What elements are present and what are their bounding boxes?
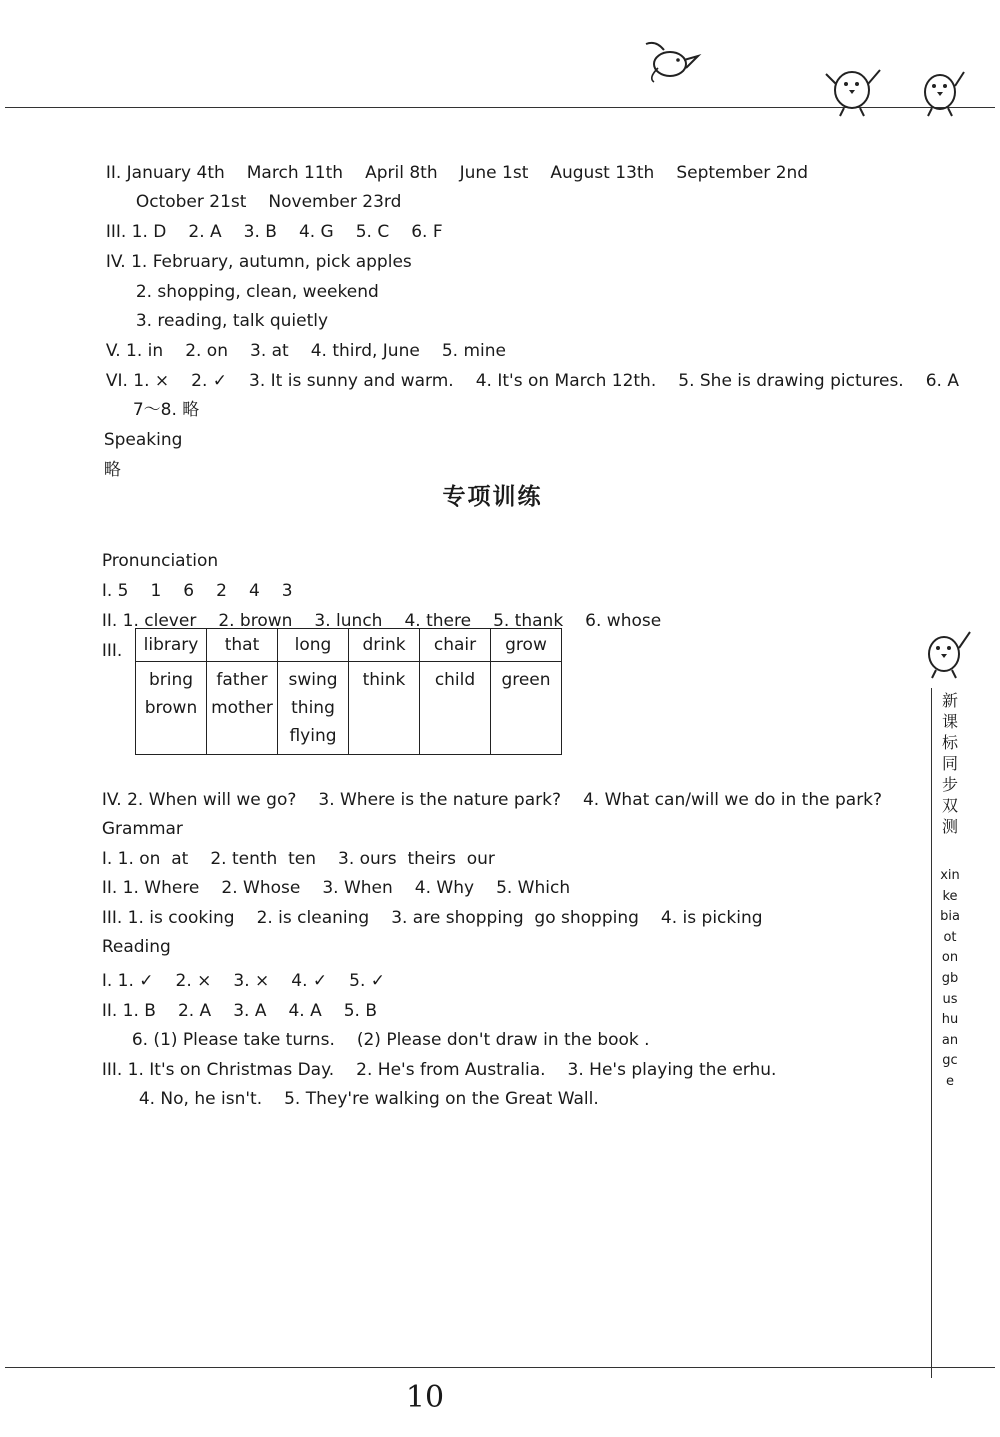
sidebar-rule xyxy=(931,688,932,1378)
reading-3: III. 1. It's on Christmas Day. 2. He's from Australia. 3. He's playing the erhu. xyxy=(101,1060,777,1080)
table-header-cell: drink xyxy=(349,629,420,662)
reading-1: I. 1. ✓ 2. × 3. × 4. ✓ 5. ✓ xyxy=(101,971,386,991)
answer-line-2-dates: II. January 4th March 11th April 8th June 1st August 13th September 2nd xyxy=(105,163,809,183)
bird-icon xyxy=(918,622,974,680)
sidebar-series-title: 新课标同步双测 xyxy=(941,691,958,836)
answer-line-3: III. 1. D 2. A 3. B 4. G 5. C 6. F xyxy=(105,222,443,242)
speaking-heading: Speaking xyxy=(103,430,183,450)
answer-line-2-dates-cont: October 21st November 23rd xyxy=(135,192,402,212)
table-cell: child xyxy=(420,662,491,755)
answer-line-6-cont: 7～8. 略 xyxy=(132,400,200,420)
footer-rule xyxy=(5,1367,995,1368)
answer-line-5: V. 1. in 2. on 3. at 4. third, June 5. mine xyxy=(105,341,506,361)
section-title: 专项训练 xyxy=(442,483,543,510)
table-header-cell: long xyxy=(278,629,349,662)
word-sort-table xyxy=(135,628,562,755)
table-cell: think xyxy=(349,662,420,755)
bird-icon xyxy=(912,60,968,118)
grammar-2: II. 1. Where 2. Whose 3. When 4. Why 5. Which xyxy=(101,878,571,898)
table-cell: bring brown xyxy=(136,662,207,755)
reading-heading: Reading xyxy=(101,937,171,957)
grammar-3: III. 1. is cooking 2. is cleaning 3. are shopping go shopping 4. is picking xyxy=(101,908,763,928)
table-cell: father mother xyxy=(207,662,278,755)
pronunciation-heading: Pronunciation xyxy=(101,551,219,571)
table-header-row xyxy=(136,629,562,662)
pronunciation-2: II. 1. clever 2. brown 3. lunch 4. there 5. thank 6. whose xyxy=(101,611,662,631)
pronunciation-4: IV. 2. When will we go? 3. Where is the nature park? 4. What can/will we do in the park? xyxy=(101,790,883,810)
sidebar-pinyin: xinkebiaotongbushuangce xyxy=(940,868,960,1089)
table-header-cell: grow xyxy=(491,629,562,662)
answer-line-4-3: 3. reading, talk quietly xyxy=(135,311,329,331)
speaking-answer: 略 xyxy=(103,460,121,480)
answer-line-6: VI. 1. × 2. ✓ 3. It is sunny and warm. 4. It's on March 12th. 5. She is drawing pictures. 6. A xyxy=(105,371,959,391)
table-header-cell: library xyxy=(136,629,207,662)
table-header-cell: that xyxy=(207,629,278,662)
table-cell: swing thing flying xyxy=(278,662,349,755)
table-header-cell: chair xyxy=(420,629,491,662)
reading-2-item-6: 6. (1) Please take turns. (2) Please don't draw in the book . xyxy=(131,1030,650,1050)
answer-line-4-1: IV. 1. February, autumn, pick apples xyxy=(105,252,412,272)
table-cell: green xyxy=(491,662,562,755)
flying-bird-icon xyxy=(640,38,704,84)
pronunciation-1: I. 5 1 6 2 4 3 xyxy=(101,581,293,601)
grammar-heading: Grammar xyxy=(101,819,183,839)
reading-3-cont: 4. No, he isn't. 5. They're walking on the Great Wall. xyxy=(138,1089,599,1109)
reading-2: II. 1. B 2. A 3. A 4. A 5. B xyxy=(101,1001,378,1021)
bird-icon xyxy=(822,56,884,118)
pronunciation-3-label: III. xyxy=(101,641,123,661)
table-row xyxy=(136,662,562,755)
answer-line-4-2: 2. shopping, clean, weekend xyxy=(135,282,379,302)
grammar-1: I. 1. on at 2. tenth ten 3. ours theirs our xyxy=(101,849,495,869)
page-number: 10 xyxy=(405,1380,445,1415)
